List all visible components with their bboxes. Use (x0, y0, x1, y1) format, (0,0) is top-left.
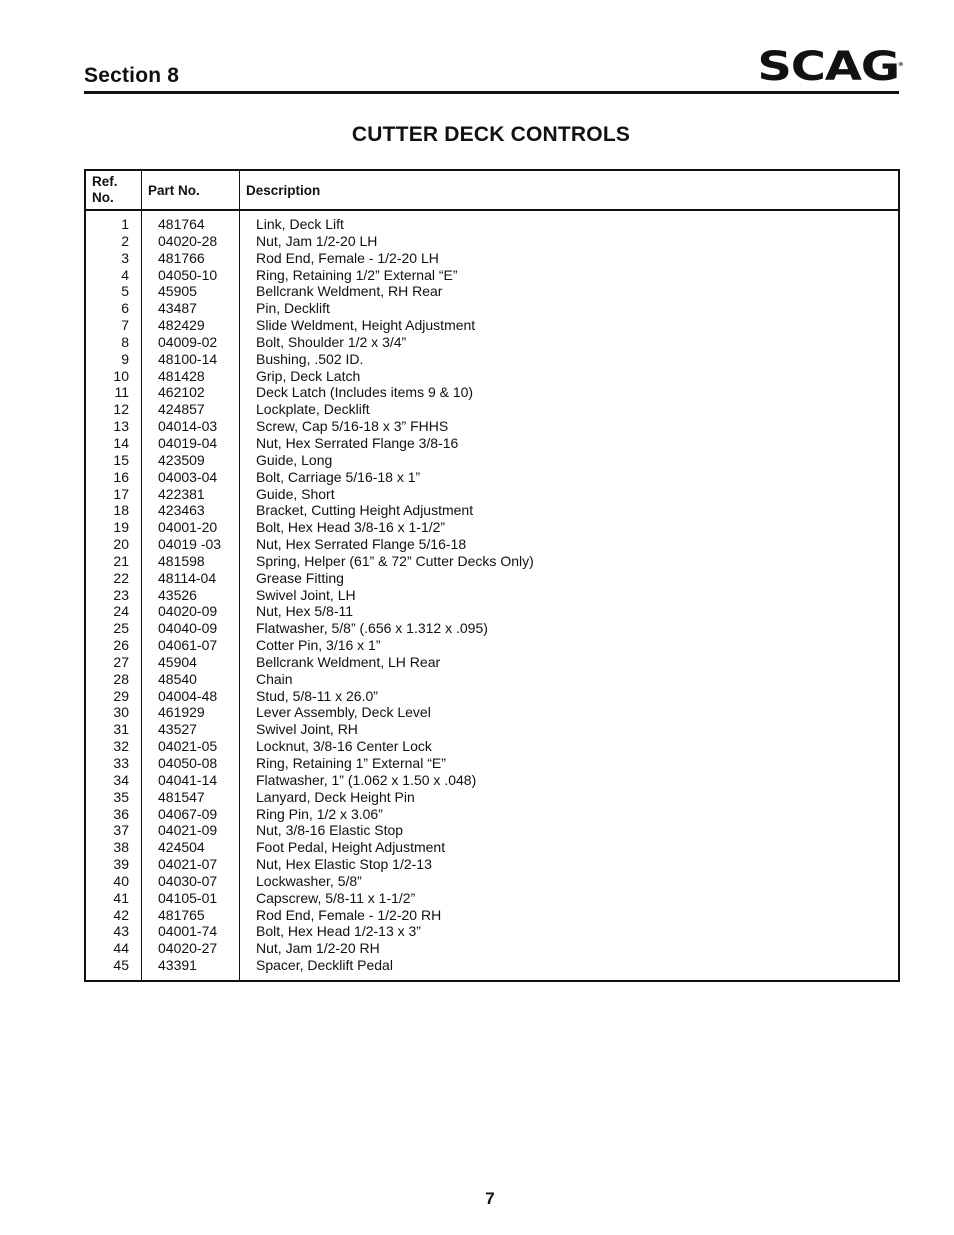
description-cell: Screw, Cap 5/16-18 x 3” FHHS (256, 418, 449, 435)
table-row (86, 519, 898, 536)
ref-no-cell: 14 (113, 434, 129, 451)
description-cell: Ring, Retaining 1/2” External “E” (256, 266, 458, 283)
ref-no-cell: 29 (113, 687, 129, 704)
ref-no-cell: 37 (113, 822, 129, 839)
description-cell: Bolt, Hex Head 3/8-16 x 1-1/2” (256, 519, 446, 536)
part-no-cell: 48114-04 (158, 569, 217, 586)
ref-no-cell: 20 (113, 536, 129, 553)
ref-no-cell: 16 (113, 468, 129, 485)
description-cell: Ring Pin, 1/2 x 3.06” (256, 805, 383, 822)
table-row (86, 603, 898, 620)
description-cell: Bushing, .502 ID. (256, 350, 364, 367)
ref-no-cell: 28 (113, 670, 129, 687)
table-row (86, 822, 898, 839)
table-row (86, 469, 898, 486)
ref-no-cell: 25 (113, 620, 129, 637)
description-cell: Flatwasher, 1” (1.062 x 1.50 x .048) (256, 771, 477, 788)
description-cell: Bolt, Hex Head 1/2-13 x 3” (256, 923, 421, 940)
part-no-cell: 424857 (158, 401, 205, 418)
description-cell: Nut, Jam 1/2-20 LH (256, 232, 378, 249)
description-cell: Flatwasher, 5/8” (.656 x 1.312 x .095) (256, 620, 488, 637)
description-cell: Bolt, Carriage 5/16-18 x 1” (256, 468, 421, 485)
registered-mark: ® (897, 62, 904, 68)
part-no-cell: 481598 (158, 552, 205, 569)
description-cell: Swivel Joint, LH (256, 586, 356, 603)
description-cell: Nut, Jam 1/2-20 RH (256, 940, 380, 957)
part-no-cell: 462102 (158, 384, 205, 401)
part-no-cell: 424504 (158, 839, 205, 856)
description-cell: Locknut, 3/8-16 Center Lock (256, 738, 432, 755)
part-no-cell: 43526 (158, 586, 197, 603)
part-no-cell: 04067-09 (158, 805, 218, 822)
description-cell: Pin, Decklift (256, 300, 330, 317)
ref-no-cell: 6 (121, 300, 129, 317)
part-no-cell: 423509 (158, 451, 205, 468)
ref-no-cell: 27 (113, 653, 129, 670)
description-cell: Guide, Short (256, 485, 335, 502)
ref-no-cell: 43 (113, 923, 129, 940)
logo-text: SCAG (757, 44, 899, 90)
description-cell: Chain (256, 670, 293, 687)
table-row (86, 789, 898, 806)
part-no-cell: 04009-02 (158, 333, 218, 350)
table-row (86, 637, 898, 654)
ref-no-cell: 21 (113, 552, 129, 569)
table-row (86, 671, 898, 688)
table-row (86, 250, 898, 267)
description-cell: Rod End, Female - 1/2-20 RH (256, 906, 442, 923)
ref-no-cell: 19 (113, 519, 129, 536)
ref-no-cell: 23 (113, 586, 129, 603)
description-cell: Nut, Hex Elastic Stop 1/2-13 (256, 856, 432, 873)
table-row (86, 688, 898, 705)
description-cell: Lockwasher, 5/8” (256, 872, 362, 889)
table-row (86, 233, 898, 250)
ref-no-cell: 32 (113, 738, 129, 755)
part-no-cell: 04020-28 (158, 232, 218, 249)
ref-header-line2: No. (92, 190, 114, 205)
part-no-cell: 04020-09 (158, 603, 218, 620)
description-cell: Foot Pedal, Height Adjustment (256, 839, 446, 856)
section-title: Section 8 (84, 64, 180, 87)
part-no-cell: 04050-08 (158, 755, 218, 771)
ref-no-cell: 10 (113, 367, 129, 384)
ref-no-cell: 34 (113, 771, 129, 788)
part-no-cell: 04001-20 (158, 519, 218, 536)
part-no-cell: 04021-09 (158, 822, 218, 839)
ref-no-cell: 15 (113, 451, 129, 468)
column-header-description: Description (246, 183, 321, 198)
table-row (86, 738, 898, 755)
part-no-cell: 48100-14 (158, 350, 218, 367)
description-cell: Capscrew, 5/8-11 x 1-1/2” (256, 889, 416, 906)
ref-no-cell: 30 (113, 704, 129, 721)
part-no-cell: 04040-09 (158, 620, 218, 637)
table-row (86, 300, 898, 317)
ref-no-cell: 45 (113, 957, 129, 974)
description-cell: Spring, Helper (61” & 72” Cutter Decks Only) (256, 552, 534, 569)
ref-no-cell: 18 (113, 502, 129, 519)
description-cell: Bracket, Cutting Height Adjustment (256, 502, 474, 519)
part-no-cell: 43391 (158, 957, 197, 974)
column-header-part: Part No. (148, 183, 200, 198)
part-no-cell: 45905 (158, 283, 197, 300)
part-no-cell: 43527 (158, 721, 197, 738)
parts-table (84, 169, 900, 982)
ref-no-cell: 39 (113, 856, 129, 873)
description-cell: Nut, Hex Serrated Flange 5/16-18 (256, 536, 467, 553)
table-row (86, 216, 898, 233)
ref-no-cell: 13 (113, 418, 129, 435)
table-row (86, 351, 898, 368)
part-no-cell: 481765 (158, 906, 205, 923)
table-row (86, 957, 898, 974)
description-cell: Slide Weldment, Height Adjustment (256, 317, 476, 334)
part-no-cell: 04041-14 (158, 771, 218, 788)
ref-no-cell: 9 (121, 350, 129, 367)
table-row (86, 839, 898, 856)
table-row (86, 654, 898, 671)
part-no-cell: 04001-74 (158, 923, 218, 940)
part-no-cell: 422381 (158, 485, 205, 502)
part-no-cell: 04021-07 (158, 856, 218, 873)
ref-no-cell: 41 (113, 889, 129, 906)
part-no-cell: 04030-07 (158, 872, 218, 889)
description-cell: Lockplate, Decklift (256, 401, 370, 418)
ref-no-cell: 7 (121, 317, 129, 334)
description-cell: Guide, Long (256, 451, 333, 468)
table-row (86, 401, 898, 418)
ref-no-cell: 36 (113, 805, 129, 822)
ref-no-cell: 35 (113, 788, 129, 805)
part-no-cell: 04020-27 (158, 940, 218, 957)
ref-no-cell: 5 (121, 283, 129, 300)
ref-no-cell: 33 (113, 755, 129, 771)
part-no-cell: 04105-01 (158, 889, 218, 906)
part-no-cell: 423463 (158, 502, 205, 519)
part-no-cell: 481766 (158, 249, 205, 266)
table-row (86, 486, 898, 503)
table-row (86, 704, 898, 721)
table-row (86, 452, 898, 469)
ref-no-cell: 24 (113, 603, 129, 620)
table-row (86, 435, 898, 452)
description-cell: Link, Deck Lift (256, 216, 344, 232)
table-row (86, 873, 898, 890)
part-no-cell: 482429 (158, 317, 205, 334)
ref-no-cell: 3 (121, 249, 129, 266)
page-number: 7 (485, 1189, 495, 1208)
description-cell: Bellcrank Weldment, LH Rear (256, 653, 441, 670)
description-cell: Stud, 5/8-11 x 26.0” (256, 687, 378, 704)
ref-no-cell: 38 (113, 839, 129, 856)
part-no-cell: 43487 (158, 300, 197, 317)
part-no-cell: 481547 (158, 788, 205, 805)
description-cell: Ring, Retaining 1” External “E” (256, 755, 446, 771)
description-cell: Cotter Pin, 3/16 x 1” (256, 637, 381, 654)
part-no-cell: 04021-05 (158, 738, 218, 755)
description-cell: Nut, 3/8-16 Elastic Stop (256, 822, 404, 839)
page-title: CUTTER DECK CONTROLS (351, 123, 631, 146)
ref-no-cell: 8 (121, 333, 129, 350)
ref-no-cell: 1 (121, 216, 129, 232)
description-cell: Swivel Joint, RH (256, 721, 358, 738)
description-cell: Grip, Deck Latch (256, 367, 361, 384)
table-row (86, 536, 898, 553)
table-row (86, 721, 898, 738)
table-row (86, 940, 898, 957)
header-rule (84, 91, 899, 94)
scag-logo (757, 44, 904, 90)
page-header (84, 44, 904, 96)
description-cell: Spacer, Decklift Pedal (256, 957, 393, 974)
ref-header-line1: Ref. (92, 174, 118, 189)
table-row (86, 334, 898, 351)
part-no-cell: 04019 -03 (158, 536, 222, 553)
description-cell: Nut, Hex Serrated Flange 3/8-16 (256, 434, 459, 451)
part-no-cell: 481764 (158, 216, 205, 232)
table-row (86, 856, 898, 873)
description-cell: Bolt, Shoulder 1/2 x 3/4” (256, 333, 407, 350)
ref-no-cell: 12 (113, 401, 129, 418)
ref-no-cell: 44 (113, 940, 129, 957)
column-header-ref (92, 174, 118, 206)
table-row (86, 755, 898, 772)
part-no-cell: 04003-04 (158, 468, 218, 485)
description-cell: Deck Latch (Includes items 9 & 10) (256, 384, 474, 401)
ref-no-cell: 22 (113, 569, 129, 586)
part-no-cell: 04004-48 (158, 687, 218, 704)
description-cell: Bellcrank Weldment, RH Rear (256, 283, 443, 300)
table-row (86, 418, 898, 435)
table-row (86, 570, 898, 587)
ref-no-cell: 26 (113, 637, 129, 654)
table-row (86, 553, 898, 570)
part-no-cell: 45904 (158, 653, 197, 670)
part-no-cell: 461929 (158, 704, 205, 721)
description-cell: Lanyard, Deck Height Pin (256, 788, 415, 805)
part-no-cell: 48540 (158, 670, 197, 687)
ref-no-cell: 40 (113, 872, 129, 889)
part-no-cell: 04050-10 (158, 266, 218, 283)
ref-no-cell: 31 (113, 721, 129, 738)
table-row (86, 384, 898, 401)
table-row (86, 890, 898, 907)
part-no-cell: 04014-03 (158, 418, 218, 435)
table-row (86, 587, 898, 604)
ref-no-cell: 11 (114, 384, 129, 401)
table-row (86, 923, 898, 940)
table-row (86, 806, 898, 823)
part-no-cell: 04019-04 (158, 434, 218, 451)
part-no-cell: 481428 (158, 367, 205, 384)
description-cell: Grease Fitting (256, 569, 344, 586)
table-row (86, 283, 898, 300)
description-cell: Nut, Hex 5/8-11 (256, 603, 354, 620)
table-row (86, 368, 898, 385)
ref-no-cell: 17 (113, 485, 129, 502)
part-no-cell: 04061-07 (158, 637, 218, 654)
description-cell: Rod End, Female - 1/2-20 LH (256, 249, 439, 266)
table-row (86, 502, 898, 519)
table-row (86, 772, 898, 789)
table-row (86, 267, 898, 284)
header-row-rule (86, 209, 898, 211)
table-row (86, 317, 898, 334)
table-body (86, 216, 898, 974)
ref-no-cell: 4 (121, 266, 129, 283)
table-row (86, 907, 898, 924)
ref-no-cell: 42 (113, 906, 129, 923)
table-row (86, 620, 898, 637)
description-cell: Lever Assembly, Deck Level (256, 704, 431, 721)
ref-no-cell: 2 (121, 232, 129, 249)
